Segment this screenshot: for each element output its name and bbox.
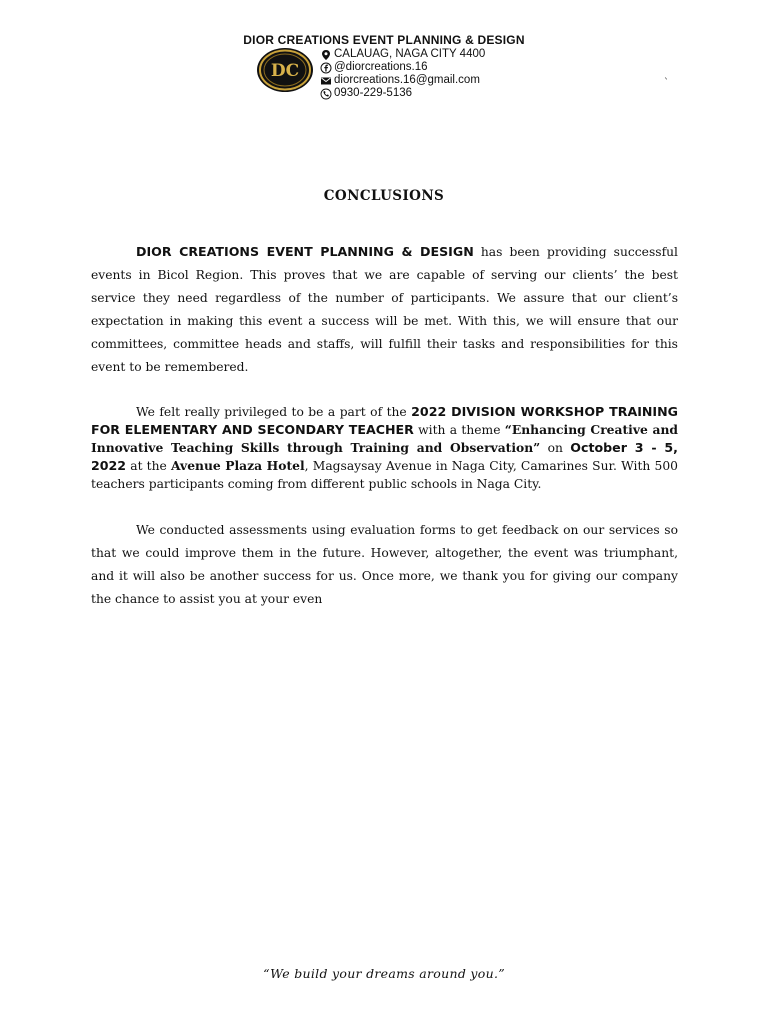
footer-tagline: “We build your dreams around you.” (263, 966, 505, 981)
envelope-icon (320, 75, 332, 87)
paragraph-1-text: has been providing successful events in Bicol Region. This proves that we are capable of serving our clients’ the best service they need regardless of the number of participants. We assure that our client’s expectation in making this event a success will be met. With this, we will ensure that our committees, committee heads and staffs, will fulfill their tasks and responsibilities for this event to be remembered. (91, 245, 678, 374)
company-logo (256, 47, 314, 93)
phone-icon (320, 88, 332, 100)
p2-text-3: on (540, 441, 571, 455)
event-date: October 3 - 5, 2022 (91, 440, 678, 473)
phone-row (320, 87, 485, 100)
p2-text-4: at the (126, 459, 171, 473)
paragraph-3 (91, 519, 678, 611)
facebook-row (320, 61, 485, 74)
p2-text-1: We felt really privileged to be a part of the (136, 405, 412, 419)
facebook-icon (320, 62, 332, 74)
paragraph-3-text: We conducted assessments using evaluation forms to get feedback on our services so that we could improve them in the future. However, altogether, the event was triumphant, and it will also be another success for us. Once more, we thank you for giving our company the chance to assist you at your even (91, 523, 678, 606)
phone-text: 0930-229-5136 (334, 87, 413, 99)
page-title: CONCLUSIONS (323, 188, 445, 204)
company-name-inline: DIOR CREATIONS EVENT PLANNING & DESIGN (136, 244, 474, 259)
address-text: CALAUAG, NAGA CITY 4400 (334, 48, 486, 60)
event-theme: “Enhancing Creative and Innovative Teaching Skills through Training and Observation” (91, 422, 678, 455)
contact-block (320, 48, 485, 100)
address-row (320, 48, 485, 61)
logo-monogram: DC (270, 61, 300, 81)
paragraph-1 (91, 240, 678, 379)
p2-text-2: with a theme (413, 423, 505, 437)
email-row (320, 74, 485, 87)
facebook-handle: @diorcreations.16 (334, 61, 428, 73)
paragraph-2 (91, 403, 678, 493)
email-text: diorcreations.16@gmail.com (334, 74, 480, 86)
company-name: DIOR CREATIONS EVENT PLANNING & DESIGN (243, 33, 525, 47)
p2-text-5: , Magsaysay Avenue in Naga City, Camarines Sur. With 500 teachers participants coming from different public schools in Naga City. (91, 459, 678, 491)
stray-mark: ` (664, 78, 669, 89)
event-venue: Avenue Plaza Hotel (171, 458, 305, 473)
location-pin-icon (320, 49, 332, 61)
event-name: 2022 DIVISION WORKSHOP TRAINING FOR ELEMENTARY AND SECONDARY TEACHER (91, 404, 678, 437)
